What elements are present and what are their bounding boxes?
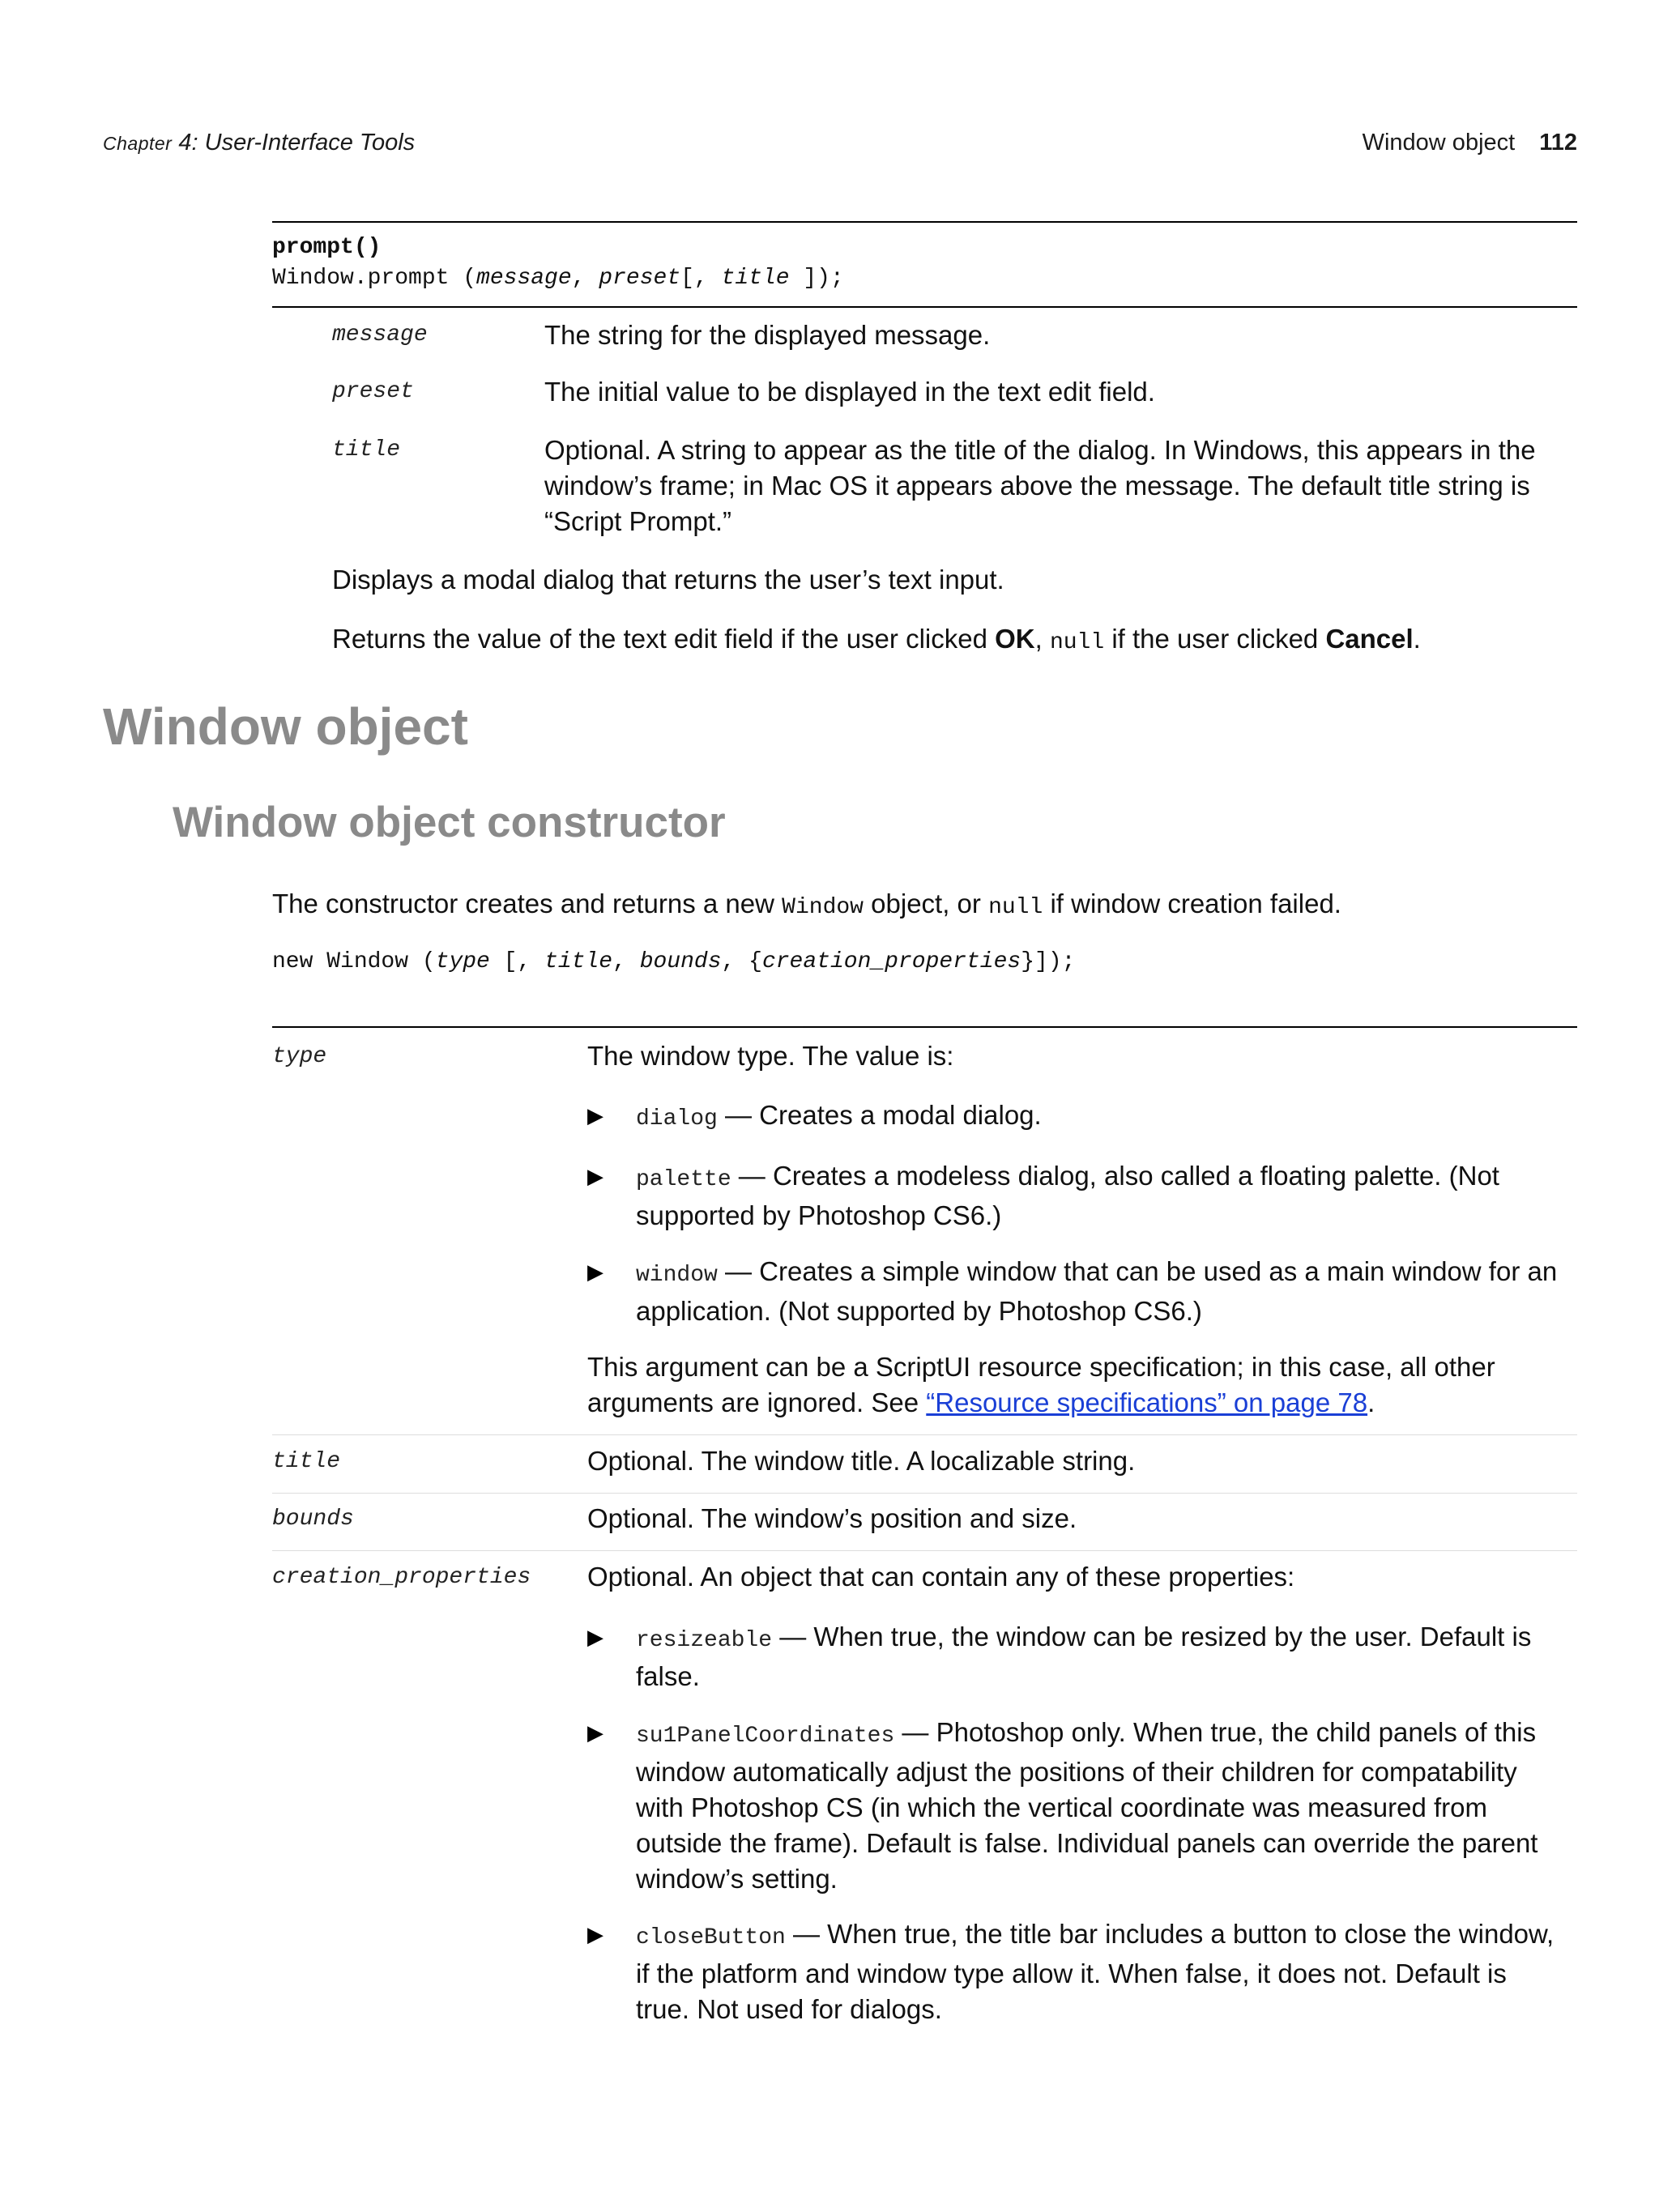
bullet-triangle-icon: ▶ [587, 1625, 603, 1649]
null-literal: null [988, 895, 1043, 920]
table-desc-type: The window type. The value is: [587, 1041, 954, 1071]
heading-window-object: Window object [103, 697, 468, 756]
row-divider [272, 1550, 1577, 1551]
table-desc-title: Optional. The window title. A localizable string. [587, 1446, 1136, 1476]
bullet-triangle-icon: ▶ [587, 1103, 603, 1127]
bullet-triangle-icon: ▶ [587, 1259, 603, 1284]
type-note: This argument can be a ScriptUI resource specification; in this case, all other arguments are ignored. See “Resource specifications” on page 78. [587, 1352, 1495, 1417]
bullet-triangle-icon: ▶ [587, 1164, 603, 1188]
prompt-signature: Window.prompt (message, preset[, title ]); [272, 266, 844, 291]
param-name-message: message [332, 322, 428, 347]
running-header-section [1363, 130, 1577, 156]
prompt-returns: Returns the value of the text edit field if the user clicked OK, null if the user clicked Cancel. [332, 624, 1421, 655]
param-desc-title: Optional. A string to appear as the title of the dialog. In Windows, this appears in the window’s frame; in Mac OS it appears above the message. The default title string is “Script Prompt.” [544, 435, 1536, 536]
chapter-title: 4: User-Interface Tools [172, 130, 416, 156]
sig-arg-preset: preset [599, 266, 681, 291]
bullet-palette: ▶ palette — Creates a modeless dialog, also called a floating palette. (Not supported by Photoshop CS6.) [587, 1158, 1559, 1234]
resource-specifications-link[interactable]: “Resource specifications” on page 78 [926, 1387, 1368, 1417]
bullet-triangle-icon: ▶ [587, 1720, 603, 1745]
bullet-dialog: ▶ dialog — Creates a modal dialog. [587, 1097, 1559, 1137]
sig-arg-message: message [476, 266, 572, 291]
ok-label: OK [995, 624, 1035, 654]
table-param-bounds: bounds [272, 1507, 354, 1532]
prompt-method-name: prompt() [272, 235, 382, 260]
top-rule [272, 221, 1577, 223]
signature-rule [272, 306, 1577, 308]
table-desc-creation-properties: Optional. An object that can contain any of these properties: [587, 1562, 1295, 1592]
row-divider [272, 1434, 1577, 1435]
constructor-intro: The constructor creates and returns a new Window object, or null if window creation failed. [272, 889, 1341, 920]
bullet-window: ▶ window — Creates a simple window that can be used as a main window for an application. (Not supported by Photoshop CS6.) [587, 1254, 1559, 1329]
param-name-title: title [332, 437, 401, 462]
section-title: Window object [1362, 130, 1516, 156]
null-literal: null [1049, 630, 1105, 655]
running-header-chapter [103, 130, 415, 156]
param-desc-message: The string for the displayed message. [544, 320, 991, 350]
table-param-title: title [272, 1449, 341, 1474]
param-desc-preset: The initial value to be displayed in the text edit field. [544, 377, 1155, 407]
bullet-su1panelcoordinates: ▶ su1PanelCoordinates — Photoshop only. When true, the child panels of this window automatically adjust the positions of their children for compatability with Photoshop CS (in which the vertical coordinate was measured from outside the frame). Default is false. Individual panels can override the parent window’s setting. [587, 1715, 1559, 1897]
constructor-signature: new Window (type [, title, bounds, {creation_properties}]); [272, 949, 1076, 974]
table-param-creation-properties: creation_properties [272, 1565, 531, 1590]
bullet-resizeable: ▶ resizeable — When true, the window can be resized by the user. Default is false. [587, 1619, 1559, 1694]
sig-arg-title: title [721, 266, 790, 291]
cancel-label: Cancel [1325, 624, 1414, 654]
prompt-summary: Displays a modal dialog that returns the user’s text input. [332, 565, 1004, 595]
table-desc-bounds: Optional. The window’s position and size. [587, 1503, 1077, 1533]
param-name-preset: preset [332, 379, 414, 404]
chapter-label: Chapter [103, 133, 173, 154]
window-literal: Window [782, 895, 864, 920]
page-number: 112 [1539, 130, 1577, 156]
bullet-closebutton: ▶ closeButton — When true, the title bar includes a button to close the window, if the platform and window type allow it. When false, it does not. Default is true. Not used for dialogs. [587, 1916, 1559, 2027]
table-param-type: type [272, 1044, 327, 1069]
prompt-method-heading [272, 232, 844, 294]
bullet-triangle-icon: ▶ [587, 1922, 603, 1946]
heading-window-object-constructor: Window object constructor [173, 799, 726, 846]
row-divider [272, 1493, 1577, 1494]
table-top-rule [272, 1026, 1577, 1028]
